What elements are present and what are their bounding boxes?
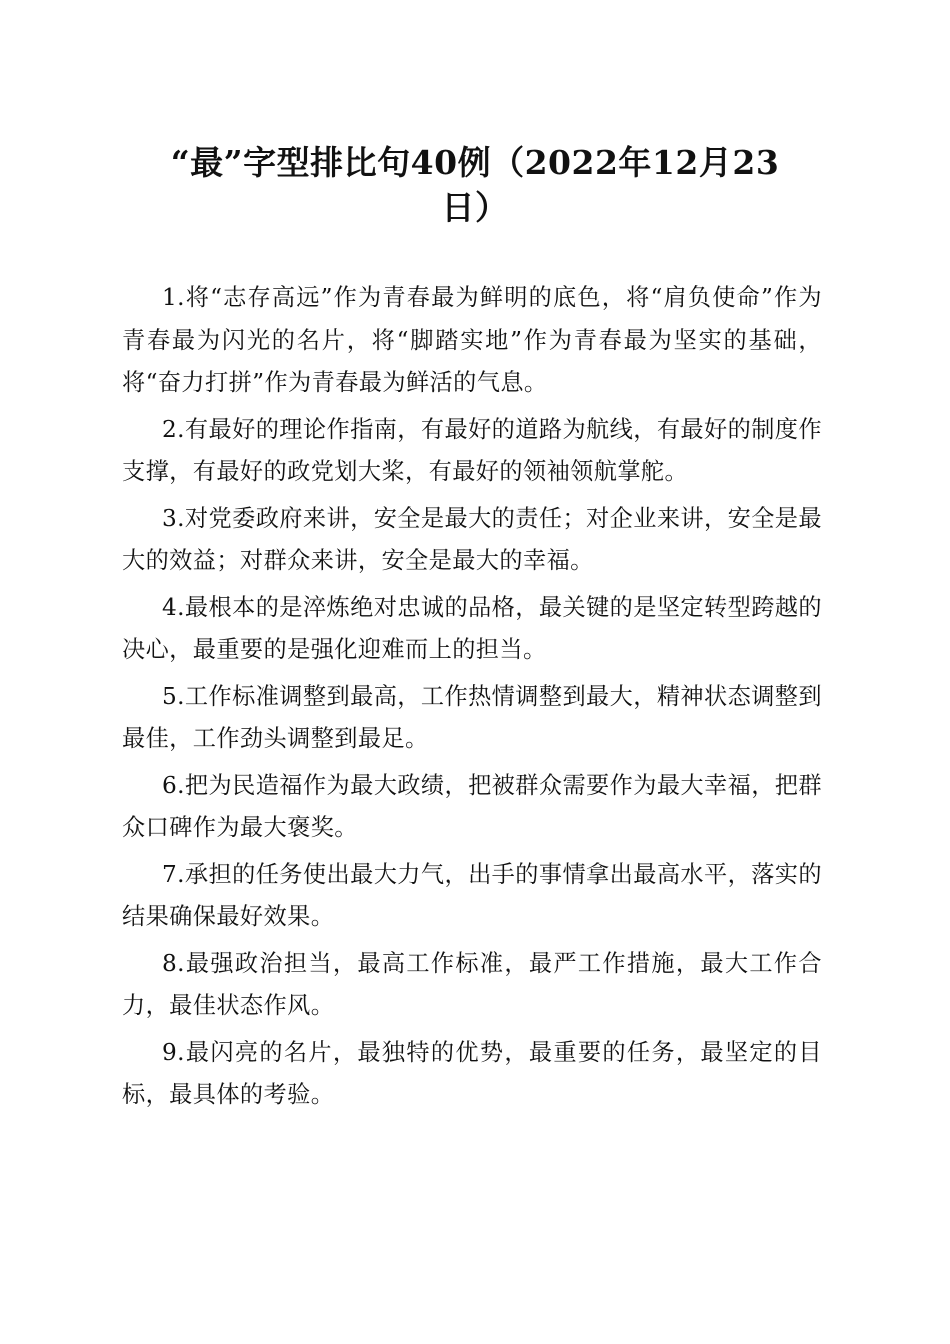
paragraph-6: 6.把为民造福作为最大政绩，把被群众需要作为最大幸福，把群众口碑作为最大褒奖。 (122, 771, 822, 841)
paragraph-3: 3.对党委政府来讲，安全是最大的责任；对企业来讲，安全是最大的效益；对群众来讲，安全是最大的幸福。 (122, 504, 822, 574)
paragraph-4: 4.最根本的是淬炼绝对忠诚的品格，最关键的是坚定转型跨越的决心，最重要的是强化迎难而上的担当。 (122, 593, 822, 663)
paragraph-8: 8.最强政治担当，最高工作标准，最严工作措施，最大工作合力，最佳状态作风。 (122, 949, 822, 1019)
paragraph-1: 1.将“志存高远”作为青春最为鲜明的底色，将“肩负使命”作为青春最为闪光的名片，将“脚踏实地”作为青春最为坚实的基础，将“奋力打拼”作为青春最为鲜活的气息。 (122, 284, 822, 396)
paragraph-9: 9.最闪亮的名片，最独特的优势，最重要的任务，最坚定的目标，最具体的考验。 (122, 1038, 822, 1108)
paragraph-7: 7.承担的任务使出最大力气，出手的事情拿出最高水平，落实的结果确保最好效果。 (122, 860, 822, 930)
document-body (122, 277, 822, 1121)
paragraph-2: 2.有最好的理论作指南，有最好的道路为航线，有最好的制度作支撑，有最好的政党划大桨，有最好的领袖领航掌舵。 (122, 415, 822, 485)
document-title: “最”字型排比句40例（2022年12月23日） (170, 143, 780, 227)
paragraph-5: 5.工作标准调整到最高，工作热情调整到最大，精神状态调整到最佳，工作劲头调整到最足。 (122, 682, 822, 752)
